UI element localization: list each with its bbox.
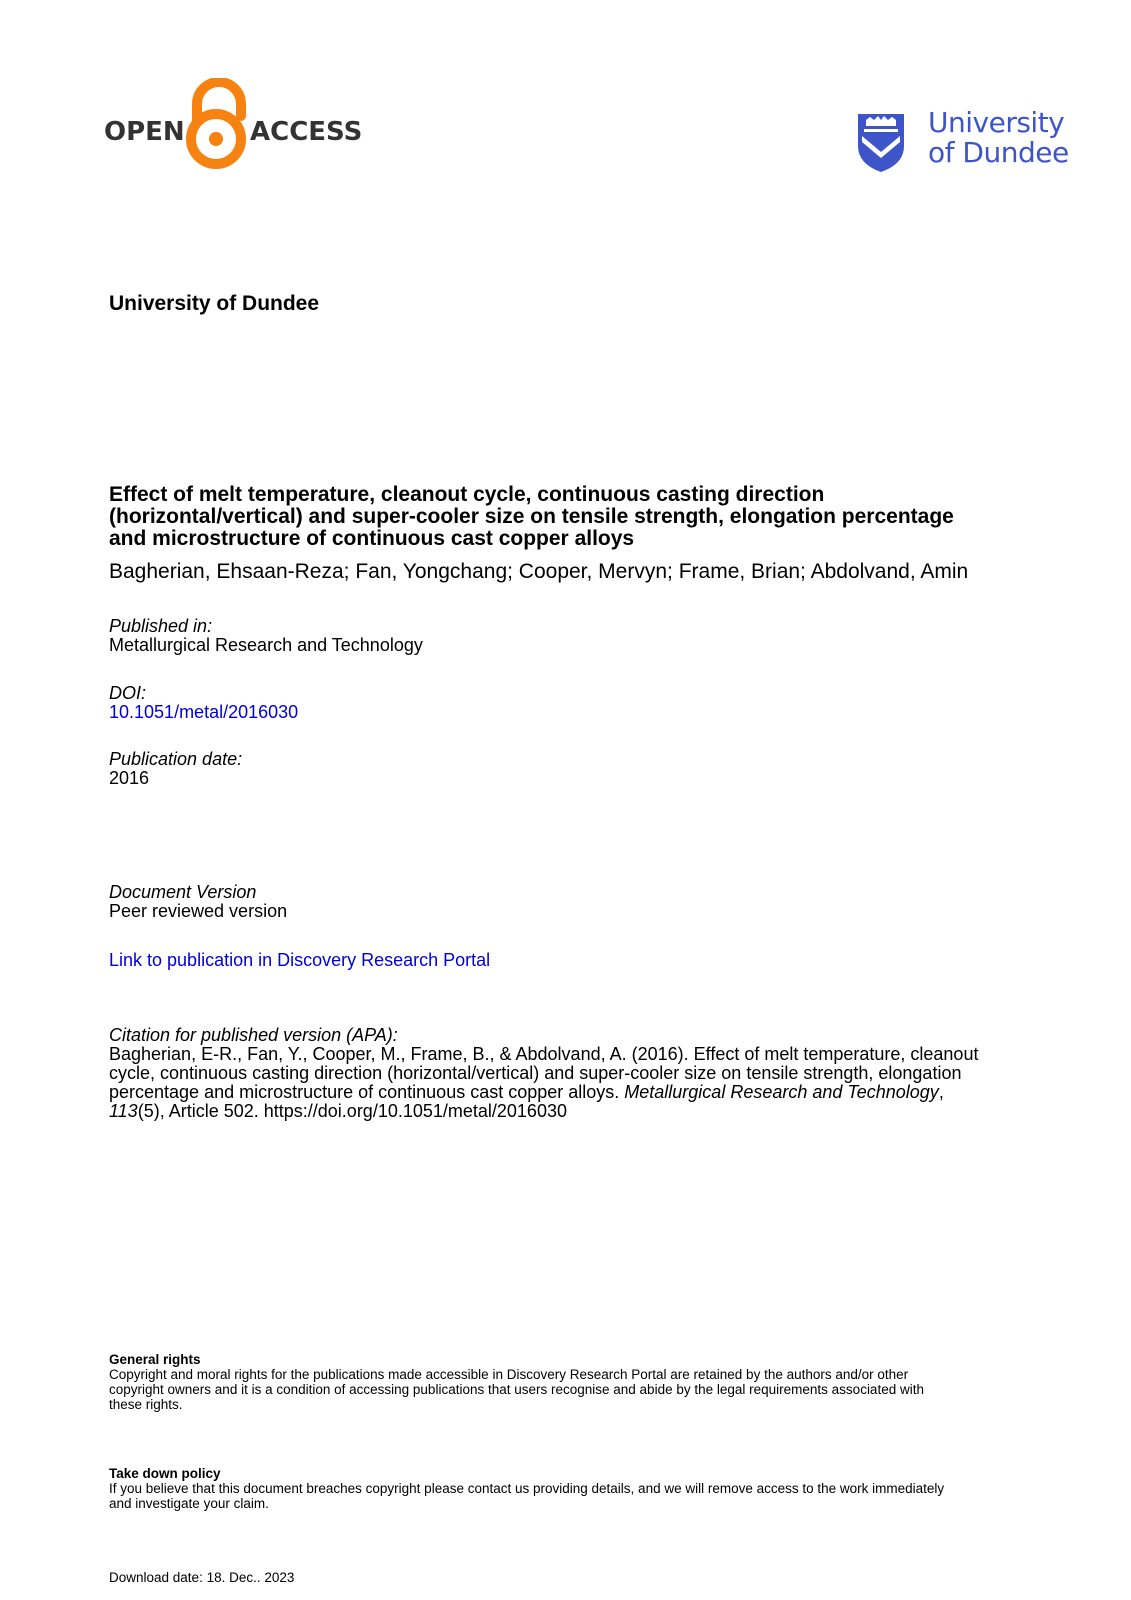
citation-volume: 113 bbox=[109, 1101, 138, 1121]
general-rights-line: these rights. bbox=[109, 1397, 183, 1412]
open-access-logo bbox=[104, 78, 364, 170]
doi-label: DOI: bbox=[109, 683, 147, 703]
document-version-field bbox=[109, 883, 287, 921]
take-down-heading: Take down policy bbox=[109, 1466, 221, 1481]
doi-field bbox=[109, 684, 298, 722]
citation-text: percentage and microstructure of continuous cast copper alloys. bbox=[109, 1082, 625, 1102]
university-wordmark-line2: of Dundee bbox=[928, 136, 1069, 169]
university-crest-icon bbox=[856, 112, 906, 174]
download-date: Download date: 18. Dec.. 2023 bbox=[109, 1570, 295, 1585]
discovery-portal-link[interactable]: Link to publication in Discovery Research Portal bbox=[109, 950, 491, 970]
general-rights-section bbox=[109, 1352, 1069, 1412]
citation-line: cycle, continuous casting direction (horizontal/vertical) and super-cooler size on tensile strength, elongation bbox=[109, 1063, 962, 1083]
open-padlock-icon bbox=[191, 82, 241, 164]
published-in-label: Published in: bbox=[109, 616, 213, 636]
document-version-value: Peer reviewed version bbox=[109, 901, 288, 921]
university-of-dundee-logo bbox=[856, 108, 1071, 180]
citation-block bbox=[109, 1026, 1069, 1121]
general-rights-line: Copyright and moral rights for the publications made accessible in Discovery Research Portal are retained by the authors and/or other bbox=[109, 1367, 909, 1382]
citation-line bbox=[109, 1102, 1069, 1121]
published-in-value: Metallurgical Research and Technology bbox=[109, 635, 423, 655]
citation-line bbox=[109, 1083, 1069, 1102]
university-wordmark-line1: University bbox=[928, 106, 1065, 139]
publication-date-field bbox=[109, 750, 242, 788]
paper-title-line: Effect of melt temperature, cleanout cycle, continuous casting direction bbox=[109, 483, 825, 506]
citation-label: Citation for published version (APA): bbox=[109, 1025, 398, 1045]
general-rights-line: copyright owners and it is a condition of accessing publications that users recognise and abide by the legal requirements associated with bbox=[109, 1382, 924, 1397]
citation-text: (5), Article 502. https://doi.org/10.1051/metal/2016030 bbox=[137, 1101, 567, 1121]
take-down-line: If you believe that this document breaches copyright please contact us providing details, and we will remove access to the work immediately bbox=[109, 1481, 945, 1496]
citation-line: Bagherian, E-R., Fan, Y., Cooper, M., Frame, B., & Abdolvand, A. (2016). Effect of melt temperature, cleanout bbox=[109, 1044, 979, 1064]
author-list: Bagherian, Ehsaan-Reza; Fan, Yongchang; Cooper, Mervyn; Frame, Brian; Abdolvand, Amin bbox=[109, 560, 969, 583]
doi-link[interactable]: 10.1051/metal/2016030 bbox=[109, 702, 299, 722]
publication-date-label: Publication date: bbox=[109, 749, 243, 769]
paper-title-line: (horizontal/vertical) and super-cooler size on tensile strength, elongation percentage bbox=[109, 505, 954, 528]
take-down-policy-section bbox=[109, 1466, 1069, 1511]
general-rights-heading: General rights bbox=[109, 1352, 201, 1367]
take-down-line: and investigate your claim. bbox=[109, 1496, 269, 1511]
citation-journal: Metallurgical Research and Technology bbox=[624, 1082, 939, 1102]
publication-date-value: 2016 bbox=[109, 768, 150, 788]
paper-title-line: and microstructure of continuous cast copper alloys bbox=[109, 527, 635, 550]
institution-name: University of Dundee bbox=[109, 292, 320, 315]
published-in-field bbox=[109, 617, 423, 655]
university-wordmark bbox=[928, 108, 1069, 168]
paper-title bbox=[109, 484, 1069, 550]
open-access-left-text: OPEN bbox=[104, 117, 185, 147]
citation-text: , bbox=[938, 1082, 944, 1102]
document-version-label: Document Version bbox=[109, 882, 257, 902]
open-access-right-text: ACCESS bbox=[250, 117, 363, 147]
